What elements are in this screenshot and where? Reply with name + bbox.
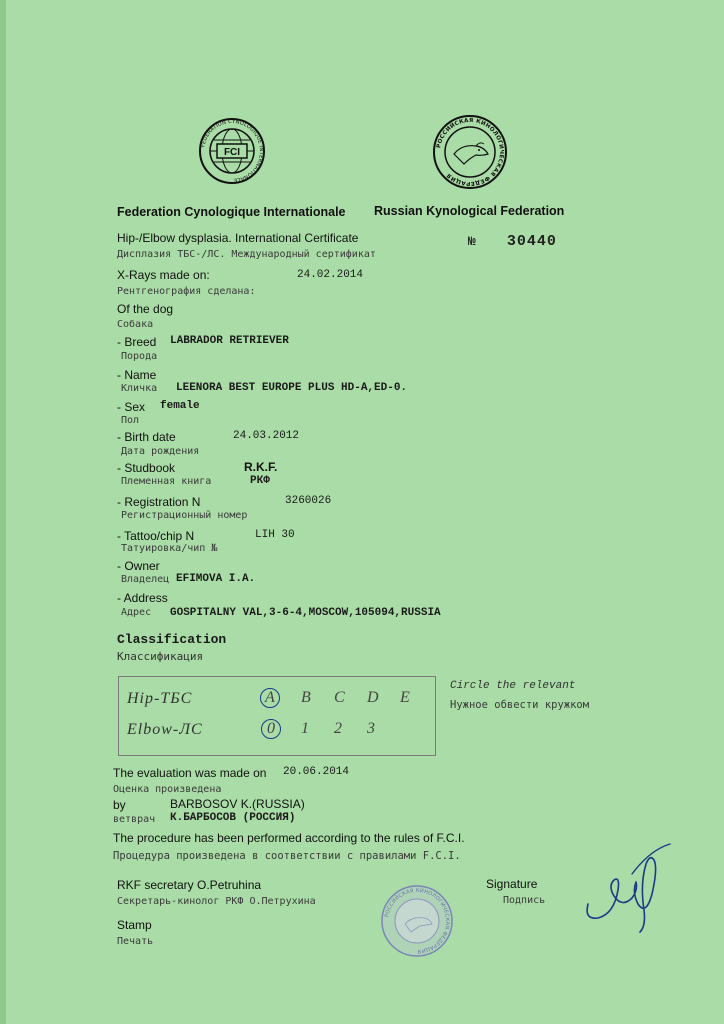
studbook-label-ru: Племенная книга xyxy=(121,476,212,487)
hip-option-b: B xyxy=(301,689,311,706)
vet-name-ru: К.БАРБОСОВ (РОССИЯ) xyxy=(170,812,296,824)
evaluation-date: 20.06.2014 xyxy=(283,766,350,778)
hip-option-e: E xyxy=(400,689,410,706)
registration-label: - Registration N xyxy=(117,495,201,509)
circle-note: Circle the relevant xyxy=(450,680,576,692)
fci-seal-ring-text: FEDERATION CYNOLOGIQUE INTERNATIONALE xyxy=(200,118,265,183)
procedure-statement-ru: Процедура произведена в соответствии с правилами F.C.I. xyxy=(113,850,461,862)
evaluation-label-ru: Оценка произведена xyxy=(113,784,222,795)
dog-label: Of the dog xyxy=(117,302,174,316)
hip-option-d: D xyxy=(367,689,379,706)
secretary-label: RKF secretary O.Petruhina xyxy=(117,878,262,892)
number-value: 30440 xyxy=(506,233,557,250)
breed-label-ru: Порода xyxy=(121,351,158,362)
vet-label-ru: ветврач xyxy=(113,814,156,825)
name-label-ru: Кличка xyxy=(121,383,158,394)
evaluation-label: The evaluation was made on xyxy=(113,766,267,780)
number-sign: № xyxy=(468,234,477,249)
rkf-seal-ring-text: РОССИЙСКАЯ КИНОЛОГИЧЕСКАЯ ФЕДЕРАЦИЯ xyxy=(436,117,505,187)
paper-edge xyxy=(0,0,6,1024)
tattoo-label: - Tattoo/chip N xyxy=(117,529,195,543)
stamp-ring-text: РОССИЙСКАЯ КИНОЛОГИЧЕСКАЯ ФЕДЕРАЦИЯ xyxy=(384,887,451,955)
owner-value: EFIMOVA I.A. xyxy=(176,573,256,585)
elbow-label: Elbow-ЛС xyxy=(127,721,203,738)
signature-label-ru: Подпись xyxy=(503,895,546,906)
birth-label-ru: Дата рождения xyxy=(121,446,200,457)
fci-seal-center: FCI xyxy=(223,147,241,158)
hip-option-a: A xyxy=(265,689,275,706)
address-value: GOSPITALNY VAL,3-6-4,MOSCOW,105094,RUSSIA xyxy=(170,607,441,619)
studbook-value-ru: РКФ xyxy=(250,475,270,487)
hip-option-c: C xyxy=(334,689,345,706)
xrays-date: 24.02.2014 xyxy=(297,269,364,281)
signature-label: Signature xyxy=(486,877,538,891)
by-label: by xyxy=(113,798,126,812)
rkf-org-name: Russian Kynological Federation xyxy=(374,204,565,218)
elbow-option-2: 2 xyxy=(334,720,342,737)
elbow-option-0: 0 xyxy=(267,720,275,737)
birth-label: - Birth date xyxy=(117,430,176,444)
tattoo-value: LIH 30 xyxy=(255,529,295,541)
stamp-label: Stamp xyxy=(117,918,152,932)
birth-value: 24.03.2012 xyxy=(233,430,300,442)
address-label-ru: Адрес xyxy=(121,607,152,618)
certificate-number xyxy=(468,233,557,250)
vet-name: BARBOSOV K.(RUSSIA) xyxy=(170,797,305,811)
hip-label: Hip-ТБС xyxy=(127,690,193,707)
classification-title-ru: Классификация xyxy=(117,650,204,663)
rkf-seal-icon xyxy=(432,114,508,190)
name-label: - Name xyxy=(117,368,157,382)
sex-label: - Sex xyxy=(117,400,146,414)
registration-label-ru: Регистрационный номер xyxy=(121,510,248,521)
dog-label-ru: Собака xyxy=(117,319,154,330)
tattoo-label-ru: Татуировка/чип № xyxy=(121,543,218,554)
circle-note-ru: Нужное обвести кружком xyxy=(450,699,590,711)
breed-label: - Breed xyxy=(117,335,157,349)
address-label: - Address xyxy=(117,591,168,605)
fci-org-name: Federation Cynologique Internationale xyxy=(117,205,346,219)
rkf-stamp-icon xyxy=(380,884,454,958)
stamp-label-ru: Печать xyxy=(117,936,154,947)
registration-value: 3260026 xyxy=(285,495,332,507)
elbow-option-1: 1 xyxy=(301,720,309,737)
signature-mark xyxy=(580,834,676,934)
breed-value: LABRADOR RETRIEVER xyxy=(170,335,289,347)
xrays-label: X-Rays made on: xyxy=(117,268,210,282)
studbook-label: - Studbook xyxy=(117,461,176,475)
studbook-value: R.K.F. xyxy=(244,460,278,474)
secretary-label-ru: Секретарь-кинолог РКФ О.Петрухина xyxy=(117,896,316,907)
xrays-label-ru: Рентгенография сделана: xyxy=(117,286,256,297)
sex-label-ru: Пол xyxy=(121,415,140,426)
elbow-option-3: 3 xyxy=(367,720,375,737)
name-value: LEENORA BEST EUROPE PLUS HD-A,ED-0. xyxy=(176,382,408,394)
svg-text:РОССИЙСКАЯ КИНОЛОГИЧЕСКАЯ ФЕДЕ xyxy=(436,118,504,186)
owner-label-ru: Владелец xyxy=(121,574,170,585)
certificate-title: Hip-/Elbow dysplasia. International Certificate xyxy=(117,231,359,245)
fci-seal-icon xyxy=(193,118,271,184)
classification-title: Classification xyxy=(117,632,227,647)
certificate-title-ru: Дисплазия ТБС-/ЛС. Международный сертификат xyxy=(117,249,376,260)
owner-label: - Owner xyxy=(117,559,160,573)
classification-box xyxy=(118,676,436,756)
sex-value: female xyxy=(160,400,200,412)
procedure-statement: The procedure has been performed according to the rules of F.C.I. xyxy=(113,831,465,845)
